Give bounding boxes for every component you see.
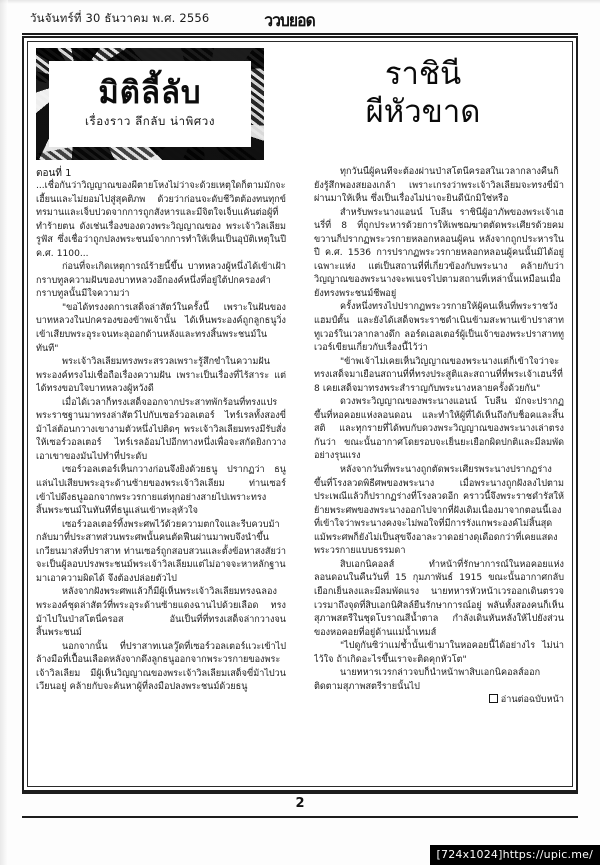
article-paragraph: หลังจากวันที่พระนางถูกตัดพระเศียรพระนางปรากฏร่างขึ้นที่โรงลวดพิธีศพของพระนาง เมื่อพระนางถูกฝังลงไปตามประเพณีแล้วก็ปรากฏร่างที่โรงลวดอีก คราวนี้จึงพระราชดำรัสให้ย้ายพระศพของพระนางออกไปจากที่ฝังเดิมเนื่องมาจากตอนนี้เองที่เข้าใจว่าพระนางคงจะไม่พอใจที่มีการรังแกพระองค์ไม่สิ้นสุด แม้พระศพก็ยังไม่เป็นสุขจึงอาละวาดอย่างดุเดือดกว่าที่เคยแสดงพระวรกายแบบธรรมดา (314, 465, 564, 557)
article-headline (282, 56, 564, 132)
article-paragraph: เซอร์วอลเตอร์ทิ้งพระศพไว้ด้วยความตกใจและรีบควบม้ากลับมาที่ประสาทส่วนพระศพนั้นคนตัดฟืนผ่านมาพบจึงนำขึ้นเกวียนมาส่งที่ปราสาท ท่านเซอร์ถูกสอบสวนและตั้งข้อหาสงสัยว่าจะเป็นผู้ลอบปรงพระชนม์พระเจ้าวิลเลียมแต่ไม่อาจจะหาหลักฐานมาเอาความผิดได้ จึงต้องปล่อยตัวไป (36, 519, 286, 584)
article-paragraph: ก่อนที่จะเกิดเหตุการณ์ร้ายนี้ขึ้น บาทหลวงผู้หนึ่งได้เข้าเฝ้ากราบทูลความฝันของบาทหลวงอีกองค์หนึ่งที่อยู่ใต้ปกครองคำกราบทูลนั้นมีใจความว่า (36, 262, 286, 300)
page-footer (22, 792, 578, 818)
column-logo-title: มิติลี้ลับ (98, 74, 202, 111)
column-logo-subtitle: เรื่องราว ลึกลับ น่าพิศวง (84, 114, 216, 129)
article-paragraph: ดวงพระวิญญาณของพระนางแอนน์ โบลีน มักจะปรากฏขึ้นที่หอคอยแห่งลอนดอน และทำให้ผู้ที่ได้เห็นถึงกับช็อคและสิ้นสติ และทุกรายที่ได้พบกับดวงพระวิญญาณของพระนางเล่าตรงกันว่า ขณะนั้นอากาศโดยรอบจะเย็นยะเยือกผิดปกติและมีลมพัดอย่างรุนแรง (314, 397, 564, 462)
article-paragraph: "ขอได้ทรงงดการเสด็จล่าสัตว์ในครั้งนี้ เพราะในฝันของบาทหลวงในปกครองของข้าพเจ้านั้น ได้เห็นพระองค์ถูกลูกธนูวิ่งเข้าเสียบพระอุระจนทะลุออกด้านหลังและทรงสิ้นพระชนม์ในทันที" (36, 302, 286, 354)
episode-label: ตอนที่ 1 (36, 168, 72, 179)
continue-note-label: อ่านต่อฉบับหน้า (500, 695, 564, 706)
continue-next-issue-note (314, 694, 564, 708)
page-header (22, 6, 578, 34)
article-paragraph: สิบเอกนิคอลส์ ทำหน้าที่รักษาการณ์ในหอคอยแห่งลอนดอนในคืนวันที่ 15 กุมภาพันธ์ 1915 ขณะนั้นอากาศกลับเยือกเย็นลงและมีลมพัดแรง นายทหารหัวหน้าเวรออกเดินตรวจเวรมาถึงจุดที่สิบเอกนิศิลล์ยืนรักษาการณ์อยู่ พลันทั้งสองคนก็เห็นสุภาพสตรีในชุดโบราณสีน้ำตาล กำลังเดินหันหลังให้ไปยังส่วนของหอคอยที่อยู่ด้านแม่น้ำเทมส์ (314, 559, 564, 638)
headline-line-2: ผีหัวขาด (365, 93, 481, 130)
article-body (36, 166, 564, 778)
article-paragraph: เมื่อได้เวลาก็ทรงเสด็จออกจากประสาทพักร้อนที่ทรงแปรพระราชฐานมาทรงล่าสัตว์ไปกับเซอร์วอลเตอร์ ไทร์เรลทั้งสองขี่ม้าไล่ต้อนกวางเขางามตัวหนึ่งไปติดๆ พระเจ้าวิลเลียมทรงมีรับสั่งให้เซอร์วอลเตอร์ ไทร์เรลอ้อมไปอีกทางหนึ่งเพื่อจะสกัดยิงกวางเอาเขาของมันไปทำที่ประดับ (36, 397, 286, 462)
article-paragraph: ครั้งหนึ่งทรงไปปรากฏพระวรกายให้ผู้คนเห็นที่พระราชวังแฮมป์ตั้น และยังได้เสด็จพระราชดำเนินข้ามสะพานเข้าปราสาททูเวอร์ในเวลากลางดึก ลอร์ดเอลเตอร์ผู้เป็นเจ้าของพระปราสาททูเวอร์เขียนเกี่ยวกับเรื่องนี้ไว้ว่า (314, 302, 564, 354)
article-paragraph: "ไปดูกันซิว่าแม่ช้ำนั้นเข้ามาในหอคอยนี้ได้อย่างไร ไม่น่าไว้ใจ ถ้าเกิดอะไรขึ้นเราจะติดคุกหัวโต" (314, 641, 564, 665)
page-number: 2 (295, 796, 305, 811)
masthead-logo: ววบยอด (264, 11, 315, 31)
article-paragraph: พระเจ้าวิลเลียมทรงพระสรวลเพราะรู้สึกขำในความฝันพระองค์ทรงไม่เชื่อถือเรื่องความฝัน เพราะเป็นเรื่องที่ไร้สาระ แต่ได้ทรงขอบใจบาทหลวงผู้หวังดี (36, 357, 286, 395)
footer-divider-top (22, 792, 578, 794)
article-paragraph: ทุกวันนี้ผู้คนที่จะต้องผ่านป่าสโตนี่ครอสในเวลากลางคืนก็ยังรู้สึกพองสยองเกล้า เพราะเกรงว่าพระเจ้าวิลเลียมจะทรงขี่ม้าผ่านมาให้เห็น ซึ่งเป็นเรื่องไม่น่าจะยินดีนักมิใช่หรือ (314, 167, 564, 205)
issue-date: วันจันทร์ที่ 30 ธันวาคม พ.ศ. 2556 (30, 11, 210, 25)
article-column-1 (36, 166, 286, 792)
header-divider (22, 33, 578, 35)
article-paragraph: นอกจากนั้น ที่ปราสาทเนลวู๊ดที่เซอร์วอลเตอร์แวะเข้าไปล้างมือที่เปื้อนเลือดหลังจากดึงลูกธนูออกจากพระวรกายของพระเจ้าวิลเลียม มีผู้เห็นวิญญาณของพระเจ้าวิลเลียมเสด็จขี่ม้าไปวนเวียนอยู่ คล้ายกับจะค้นหาผู้ที่ลงมือปลงพระชนม์ด้วยธนู (36, 641, 286, 693)
square-bullet-icon (489, 694, 498, 703)
scan-edge-top (0, 0, 600, 4)
article-paragraph: นายทหารเวรกล่าวจบก็นำหน้าพาสิบเอกนิคอลส์ออกติดตามสุภาพสตรีรายนั้นไป (314, 668, 541, 692)
column-logo-inner (49, 61, 251, 147)
footer-divider-bottom (22, 816, 578, 818)
article-column-2 (314, 166, 564, 778)
column-logo-block (36, 48, 264, 160)
image-watermark: [724x1024]https://upic.me/ (430, 845, 600, 865)
article-paragraph: เซอร์วอลเตอร์เห็นกวางก่อนจึงยิงด้วยธนู ปรากฏว่า ธนูแล่นไปเสียบพระอุระด้านซ้ายของพระเจ้าวิลเลียม ท่านเซอร์เข้าไปดึงธนูออกจากพระวรกายแต่ทุกอย่างสายไปเพราะทรงสิ้นพระชนม์ในทันทีที่ธนูแล่นเข้าทะลุหัวใจ (36, 465, 286, 517)
article-paragraph: "ข้าพเจ้าไม่เคยเห็นวิญญาณของพระนางแต่ก็เข้าใจว่าจะทรงเสด็จมาเยือนสถานที่ที่ทรงประสูติและสถานที่ที่พระเจ้าเฮนรี่ที่ 8 เคยเสด็จมาทรงพระสำราญกับพระนางหลายครั้งด้วยกัน" (314, 356, 563, 394)
article-paragraph: หลังจากฝังพระศพแล้วก็มีผู้เห็นพระเจ้าวิลเลียมทรงฉลองพระองค์ชุดล่าสัตว์ที่พระอุระด้านซ้ายแดงฉานไปด้วยเลือด ทรงม้าไปในป่าสโตนี่ครอส อันเป็นที่ที่ทรงเสด็จล่ากวางจนสิ้นพระชนม์ (36, 587, 286, 639)
scan-edge-left (0, 0, 8, 865)
article-frame (22, 36, 578, 792)
headline-line-1: ราชินี (384, 56, 462, 92)
article-paragraph: ...เชื่อกันว่าวิญญาณของผีตายโหงไม่ว่าจะด้วยเหตุใดก็ตามมักจะเฮี้ยนและไม่ยอมไปสู่สุคติภพ ด้วยว่าก่อนจะดับชีวิตต้องทนทุกข์ทรมานและเจ็บปวดจากการถูกสังหารและมีจิตใจเจ็บแค้นต่อผู้ที่ทำร้ายตน ดังเช่นเรื่องของดวงพระวิญญาณของ พระเจ้าวิลเลียม รูฟัส ซึ่งเชื่อว่าถูกปลงพระชนม์จากการทำให้เห็นเป็นอุบัติเหตุในปี ค.ศ. 1100... (36, 181, 286, 259)
article-paragraph: สำหรับพระนางแอนน์ โบลีน ราชินีผู้อาภัพของพระเจ้าเฮนรี่ที่ 8 ที่ถูกประหารด้วยการให้เพชฌฆาตตัดพระเศียรด้วยคมขวานก็ปรากฏพระวรกายหลอกหลอนผู้คน หลังจากถูกประหารในปี ค.ศ. 1536 การปรากฏพระวรกายหลอกหลอนผู้คนนั้นมิได้อยู่เฉพาะแห่ง แต่เป็นสถานที่ที่เกี่ยวข้องกับพระนาง คล้ายกับว่าวิญญาณของพระนางจะพเนจรไปตามสถานที่เหล่านั้นเหมือนเมื่อยังทรงพระชนม์ชีพอยู่ (314, 207, 564, 299)
